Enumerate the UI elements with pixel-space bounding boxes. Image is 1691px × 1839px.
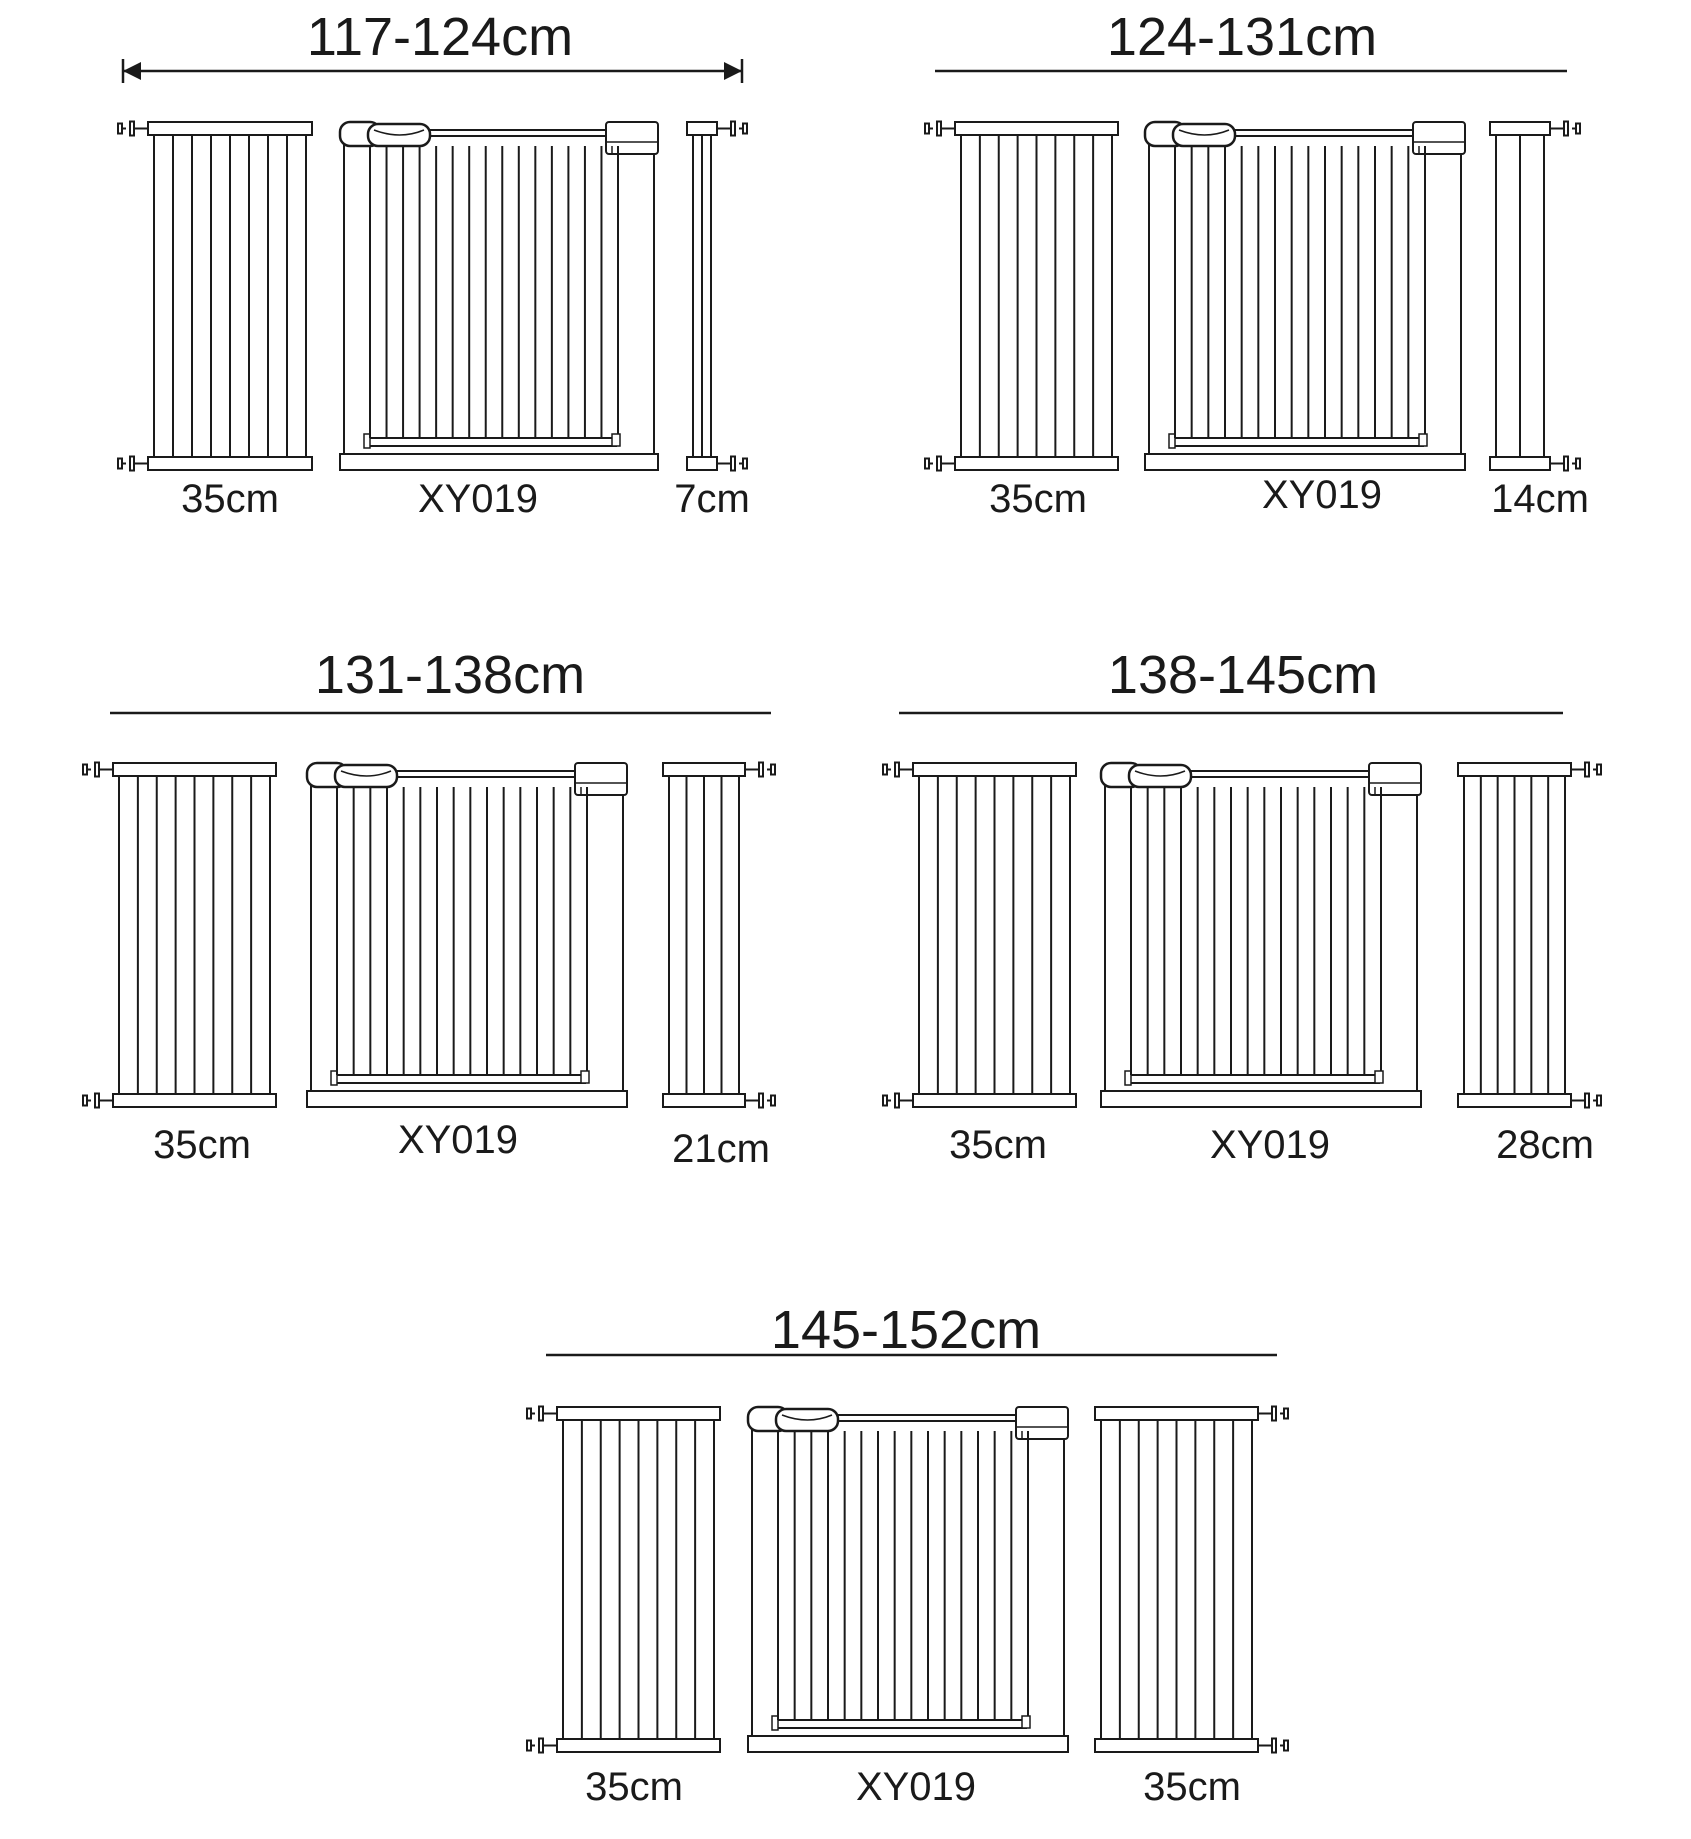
configuration-title: 131-138cm — [314, 645, 586, 705]
part-label: 21cm — [672, 1127, 770, 1171]
gate-panel — [1101, 763, 1421, 1107]
part-label: XY019 — [1261, 473, 1383, 517]
configuration-title: 124-131cm — [1106, 7, 1378, 67]
part-label: XY019 — [1209, 1123, 1331, 1167]
extension-panel — [1095, 1407, 1288, 1753]
configuration-group — [83, 645, 775, 1171]
arrowhead-right — [724, 62, 742, 80]
part-label: XY019 — [397, 1118, 519, 1162]
gate-panel — [1145, 122, 1465, 470]
arrowhead-left — [123, 62, 141, 80]
gate-panel — [748, 1407, 1068, 1752]
part-label: 35cm — [949, 1123, 1047, 1167]
part-label: XY019 — [855, 1765, 977, 1809]
part-label: 35cm — [1143, 1765, 1241, 1809]
configuration-group — [883, 645, 1601, 1167]
extension-panel — [687, 122, 747, 471]
extension-panel — [925, 122, 1118, 471]
part-label: 35cm — [989, 477, 1087, 521]
part-label: 35cm — [153, 1123, 251, 1167]
part-label: 35cm — [585, 1765, 683, 1809]
part-label: 7cm — [674, 477, 750, 521]
gate-panel — [307, 763, 627, 1107]
extension-panel — [527, 1407, 720, 1753]
configuration-title: 145-152cm — [770, 1300, 1042, 1360]
configuration-group — [527, 1300, 1288, 1809]
configuration-group — [925, 7, 1589, 521]
gate-panel — [340, 122, 658, 470]
extension-panel — [1490, 122, 1580, 471]
part-label: XY019 — [417, 477, 539, 521]
extension-panel — [83, 763, 276, 1108]
configuration-title: 138-145cm — [1107, 645, 1379, 705]
extension-panel — [663, 763, 775, 1108]
part-label: 14cm — [1491, 477, 1589, 521]
extension-panel — [883, 763, 1076, 1108]
extension-panel — [118, 122, 312, 471]
part-label: 35cm — [181, 477, 279, 521]
configuration-group — [118, 7, 750, 521]
extension-panel — [1458, 763, 1601, 1108]
configuration-title: 117-124cm — [306, 7, 574, 67]
part-label: 28cm — [1496, 1123, 1594, 1167]
